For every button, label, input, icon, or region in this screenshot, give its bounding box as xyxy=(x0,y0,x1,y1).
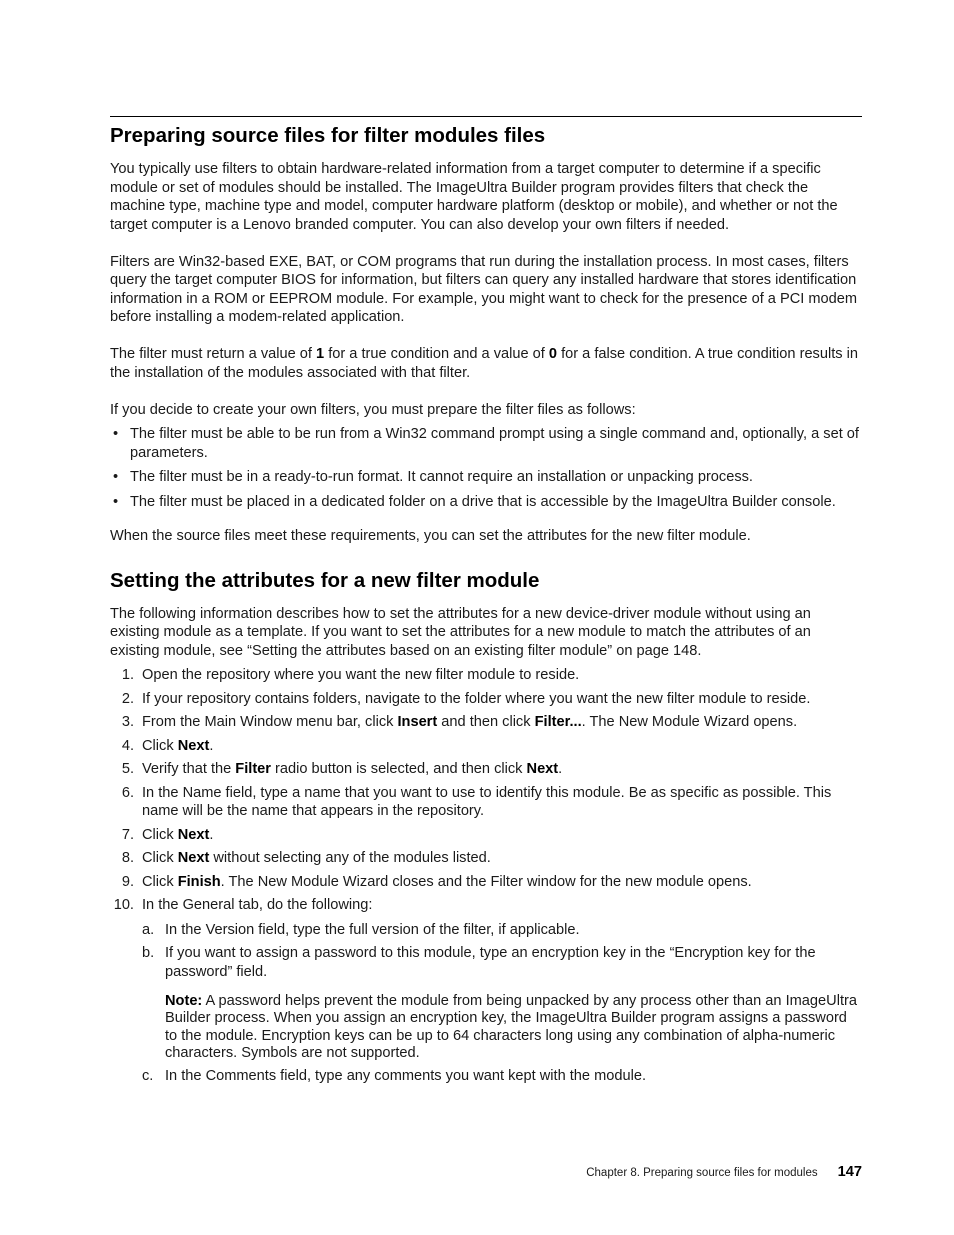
password-note: Note: A password helps prevent the module from being unpacked by any process other than an ImageUltra Builder process. When you assign an encryption key, the ImageUltra Builder program assigns a password to the module. Encryption keys can be up to 64 characters long using any combination of alpha-numeric characters. Symbols are not supported. xyxy=(165,993,857,1061)
page-footer xyxy=(586,1164,862,1180)
substep-item: a. In the Version field, type the full version of the filter, if applicable. xyxy=(142,921,580,938)
section-heading-filter-files: Preparing source files for filter modules files xyxy=(110,124,546,147)
step-item: 1. Open the repository where you want the new filter module to reside. xyxy=(121,667,580,683)
step-item: 3. From the Main Window menu bar, click Insert and then click Filter.... The New Module Wizard opens. xyxy=(121,714,798,730)
footer-chapter-title: Chapter 8. Preparing source files for modules xyxy=(586,1167,818,1179)
bullet-glyph: • xyxy=(113,426,119,442)
substep-item: c. In the Comments field, type any comments you want kept with the module. xyxy=(142,1068,647,1085)
general-tab-substeps xyxy=(142,921,862,1086)
paragraph-filters-intro: You typically use filters to obtain hardware-related information from a target computer to determine if a specific module or set of modules should be installed. The ImageUltra Builder program provides filters that check the machine type, machine type and model, computer hardware platform (desktop or mobile), and whether or not the target computer is a Lenovo branded computer. You can also develop your own filters if needed. xyxy=(110,161,838,233)
step-item: 4. Click Next. xyxy=(121,737,214,754)
page-number: 147 xyxy=(837,1164,862,1180)
step-item: 9. Click Finish. The New Module Wizard closes and the Filter window for the new module opens. xyxy=(121,873,752,890)
paragraph-create-own-filters: If you decide to create your own filters, you must prepare the filter files as follows: xyxy=(110,401,636,418)
bullet-glyph: • xyxy=(113,469,119,485)
step-item: 5. Verify that the Filter radio button is selected, and then click Next. xyxy=(121,761,563,777)
section-heading-set-attributes: Setting the attributes for a new filter module xyxy=(110,568,540,592)
paragraph-requirements-met: When the source files meet these requirements, you can set the attributes for the new filter module. xyxy=(110,528,751,544)
step-item: 6. In the Name field, type a name that you want to use to identify this module. Be as specific as possible. This name will be the name that appears in the repository. xyxy=(121,784,832,819)
paragraph-filters-programs: Filters are Win32-based EXE, BAT, or COM programs that run during the installation process. In most cases, filters query the target computer BIOS for information, but filters can query any installed hardware that stores identification information in a ROM or EEPROM module. For example, you might want to check for the presence of a PCI modem before installing a modem-related application. xyxy=(110,253,858,325)
bullet-glyph: • xyxy=(113,493,119,510)
paragraph-attributes-intro: The following information describes how to set the attributes for a new device-driver module without using an existing module as a template. If you want to set the attributes for a new module to match the attributes of an existing module, see “Setting the attributes based on an existing filter module” on page 148. xyxy=(110,605,811,659)
requirements-list xyxy=(110,425,862,511)
step-item: 8. Click Next without selecting any of the modules listed. xyxy=(121,850,491,866)
list-item: • The filter must be able to be run from a Win32 command prompt using a single command and, optionally, a set of parameters. xyxy=(113,426,859,461)
step-item: 7. Click Next. xyxy=(121,826,214,843)
list-item: • The filter must be in a ready-to-run format. It cannot require an installation or unpacking process. xyxy=(113,469,753,485)
list-item: • The filter must be placed in a dedicated folder on a drive that is accessible by the ImageUltra Builder console. xyxy=(113,493,836,510)
step-item: 2. If your repository contains folders, navigate to the folder where you want the new filter module to reside. xyxy=(121,690,811,707)
substep-item: b. If you want to assign a password to this module, type an encryption key in the “Encryption key for the password” field. Note: A password helps prevent the module from being unpacked by any process other than an ImageUltra Builder process. When you assign an encryption key, the ImageUltra Builder program assigns a password to the module. Encryption keys can be up to 64 characters long using any combination of alpha-numeric characters. Symbols are not supported. xyxy=(142,944,862,1062)
page-content xyxy=(110,116,862,1091)
procedure-steps xyxy=(110,666,862,1086)
top-rule xyxy=(110,116,862,117)
step-item: 10. In the General tab, do the following: a. In the Version field, type the full version of the filter, if applicable. b. If you want to assign a password to this module, type an encryption key in the “Encryption key for the password” field. Note: A password helps prevent the module from being unpacked by any process other than an ImageUltra Builder process. When you assign an encryption key, the ImageUltra Builder program assigns a password to the module. Encryption keys can be up to 64 characters long using any combination of alpha-numeric characters. Symbols are not supported. c. In the Comments field, type any comments you want kept with the module. xyxy=(110,896,862,1086)
paragraph-filter-return-value: The filter must return a value of 1 for a true condition and a value of 0 for a false condition. A true condition results in the installation of the modules associated with that filter. xyxy=(110,346,858,381)
